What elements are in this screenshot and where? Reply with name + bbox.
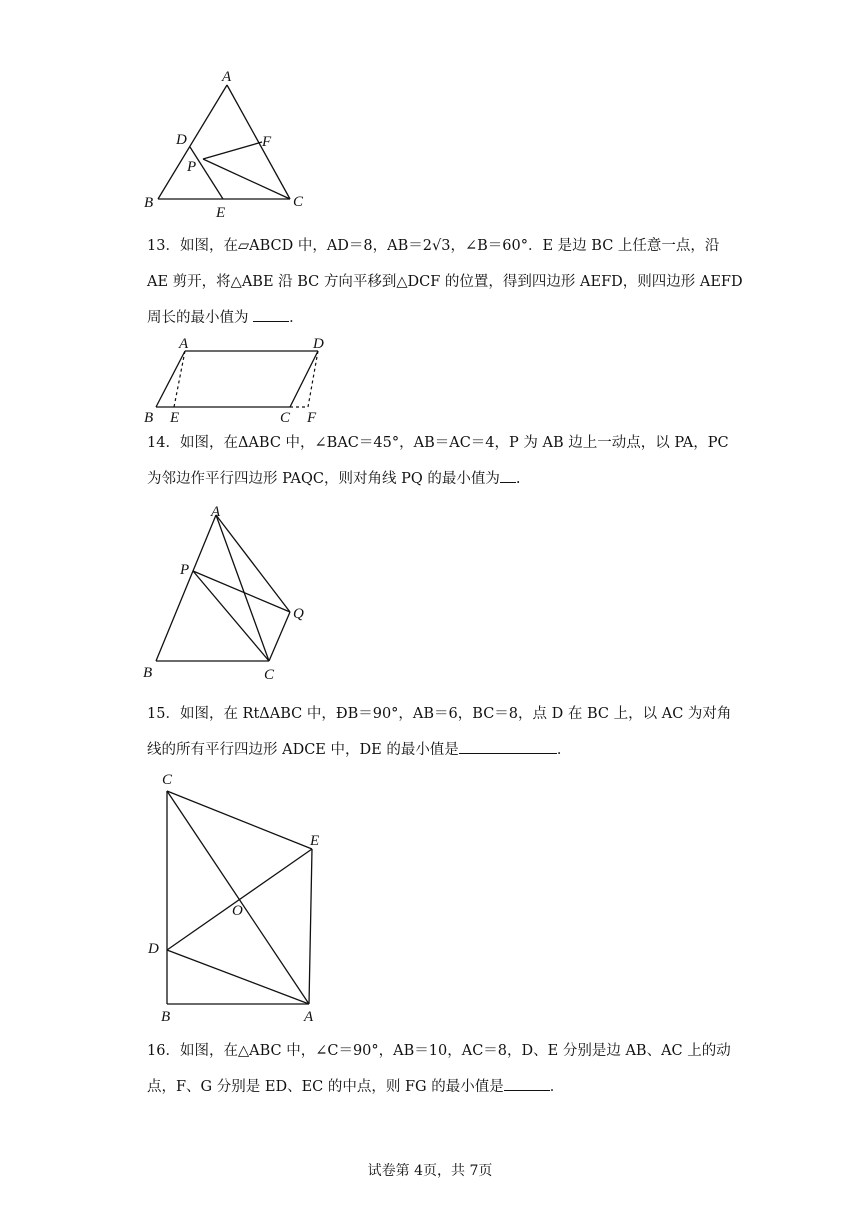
question-line: [147, 461, 727, 497]
question-line: 16．如图，在△ABC 中，∠C＝90°，AB＝10，AC＝8，D、E 分别是边 AB、AC 上的动: [147, 1043, 731, 1059]
answer-blank[interactable]: [253, 307, 289, 322]
label-e: E: [310, 833, 320, 849]
figure-q14: [140, 500, 320, 685]
question-line: 15．如图，在 RtΔABC 中，ÐB＝90°，AB＝6，BC＝8，点 D 在 BC 上，以 AC 为对角: [147, 706, 732, 722]
question-end: ．: [549, 1079, 565, 1095]
label-d: D: [313, 336, 324, 352]
answer-blank[interactable]: [459, 739, 557, 754]
page-footer: 试卷第 4页，共 7页: [367, 1163, 493, 1179]
question-14: [147, 425, 727, 497]
question-end: ．: [556, 742, 572, 758]
question-line: 13．如图，在▱ABCD 中，AD＝8，AB＝2√3，∠B＝60°．E 是边 BC 上任意一点，沿: [147, 238, 720, 254]
label-c: C: [264, 667, 275, 683]
figure-q13: [140, 333, 340, 428]
label-e: E: [170, 410, 180, 426]
question-end: .: [515, 471, 521, 487]
label-f: F: [262, 134, 272, 150]
label-a: A: [304, 1009, 314, 1025]
question-15: [147, 696, 732, 768]
question-16: [147, 1033, 731, 1105]
question-line: [147, 1069, 727, 1105]
question-end: ．: [289, 310, 304, 326]
answer-blank[interactable]: [504, 1076, 550, 1091]
figure-q12: [140, 65, 320, 225]
label-a: A: [179, 336, 189, 352]
label-b: B: [143, 665, 153, 681]
label-f: F: [307, 410, 317, 426]
label-c: C: [280, 410, 291, 426]
label-q: Q: [293, 606, 304, 622]
label-c: C: [162, 772, 173, 788]
label-b: B: [144, 195, 154, 211]
label-a: A: [222, 69, 232, 85]
label-p: P: [187, 159, 197, 175]
question-line: AE 剪开，将△ABE 沿 BC 方向平移到△DCF 的位置，得到四边形 AEFD，则四边形 AEFD: [147, 274, 743, 290]
label-d: D: [148, 941, 159, 957]
question-13: [147, 228, 743, 336]
question-text: 线的所有平行四边形 ADCE 中，DE 的最小值是: [147, 742, 459, 758]
question-line: [147, 732, 727, 768]
question-text: 周长的最小值为: [147, 310, 249, 326]
label-a: A: [211, 504, 221, 520]
label-b: B: [161, 1009, 171, 1025]
question-text: 为邻边作平行四边形 PAQC，则对角线 PQ 的最小值为: [147, 471, 500, 487]
label-d: D: [176, 132, 187, 148]
question-line: 14．如图，在ΔABC 中，∠BAC＝45°，AB＝AC＝4，P 为 AB 边上一动点，以 PA，PC: [147, 435, 729, 451]
answer-blank[interactable]: [500, 468, 516, 483]
label-e: E: [216, 205, 226, 221]
label-c: C: [293, 194, 304, 210]
label-o: O: [232, 903, 243, 919]
figure-q15: [140, 770, 340, 1025]
question-line: [147, 300, 727, 336]
label-p: P: [180, 562, 190, 578]
question-text: 点，F、G 分别是 ED、EC 的中点，则 FG 的最小值是: [147, 1079, 504, 1095]
label-b: B: [144, 410, 154, 426]
